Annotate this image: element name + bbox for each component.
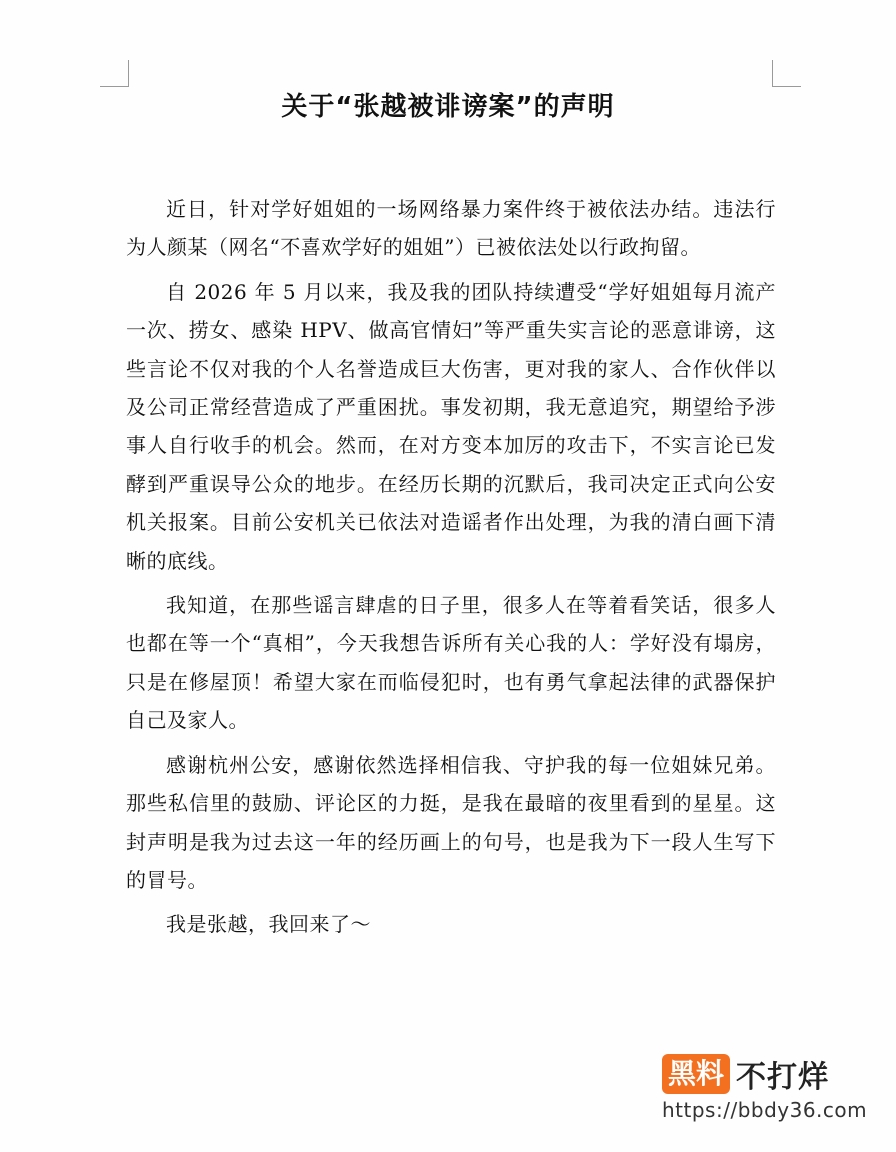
watermark-url: https://bbdy36.com [662,1098,868,1122]
site-watermark [662,1052,872,1124]
document-body [126,190,776,950]
document-title: 关于“张越被诽谤案”的声明 [281,92,615,122]
paragraph-2: 自 2026 年 5 月以来，我及我的团队持续遭受“学好姐姐每月流产一次、捞女、感染 HPV、做高官情妇”等严重失实言论的恶意诽谤，这些言论不仅对我的个人名誉造成巨大伤害，更对我的家人、合作伙伴以及公司正常经营造成了严重困扰。事发初期，我无意追究，期望给予涉事人自行收手的机会。然而，在对方变本加厉的攻击下，不实言论已发酵到严重误导公众的地步。在经历长期的沉默后，我司决定正式向公安机关报案。目前公安机关已依法对造谣者作出处理，为我的清白画下清晰的底线。 [126,279,776,573]
closing-line: 我是张越，我回来了～ [166,912,371,937]
paragraph-4: 感谢杭州公安，感谢依然选择相信我、守护我的每一位姐妹兄弟。那些私信里的鼓励、评论区的力挺，是我在最暗的夜里看到的星星。这封声明是我为过去这一年的经历画上的句号，也是我为下一段人生写下的冒号。 [126,752,776,892]
paragraph-3: 我知道，在那些谣言肆虐的日子里，很多人在等着看笑话，很多人也都在等一个“真相”，今天我想告诉所有关心我的人：学好没有塌房，只是在修屋顶！希望大家在而临侵犯时，也有勇气拿起法律的武器保护自己及家人。 [126,593,776,733]
watermark-badge: 黑料 [662,1054,730,1094]
paragraph-1: 近日，针对学好姐姐的一场网络暴力案件终于被依法办结。违法行为人颜某（网名“不喜欢学好的姐姐”）已被依法处以行政拘留。 [126,197,776,260]
watermark-text: 不打烊 [736,1060,830,1095]
page-corner-mark-top-left [100,60,129,87]
page-corner-mark-top-right [772,60,801,87]
